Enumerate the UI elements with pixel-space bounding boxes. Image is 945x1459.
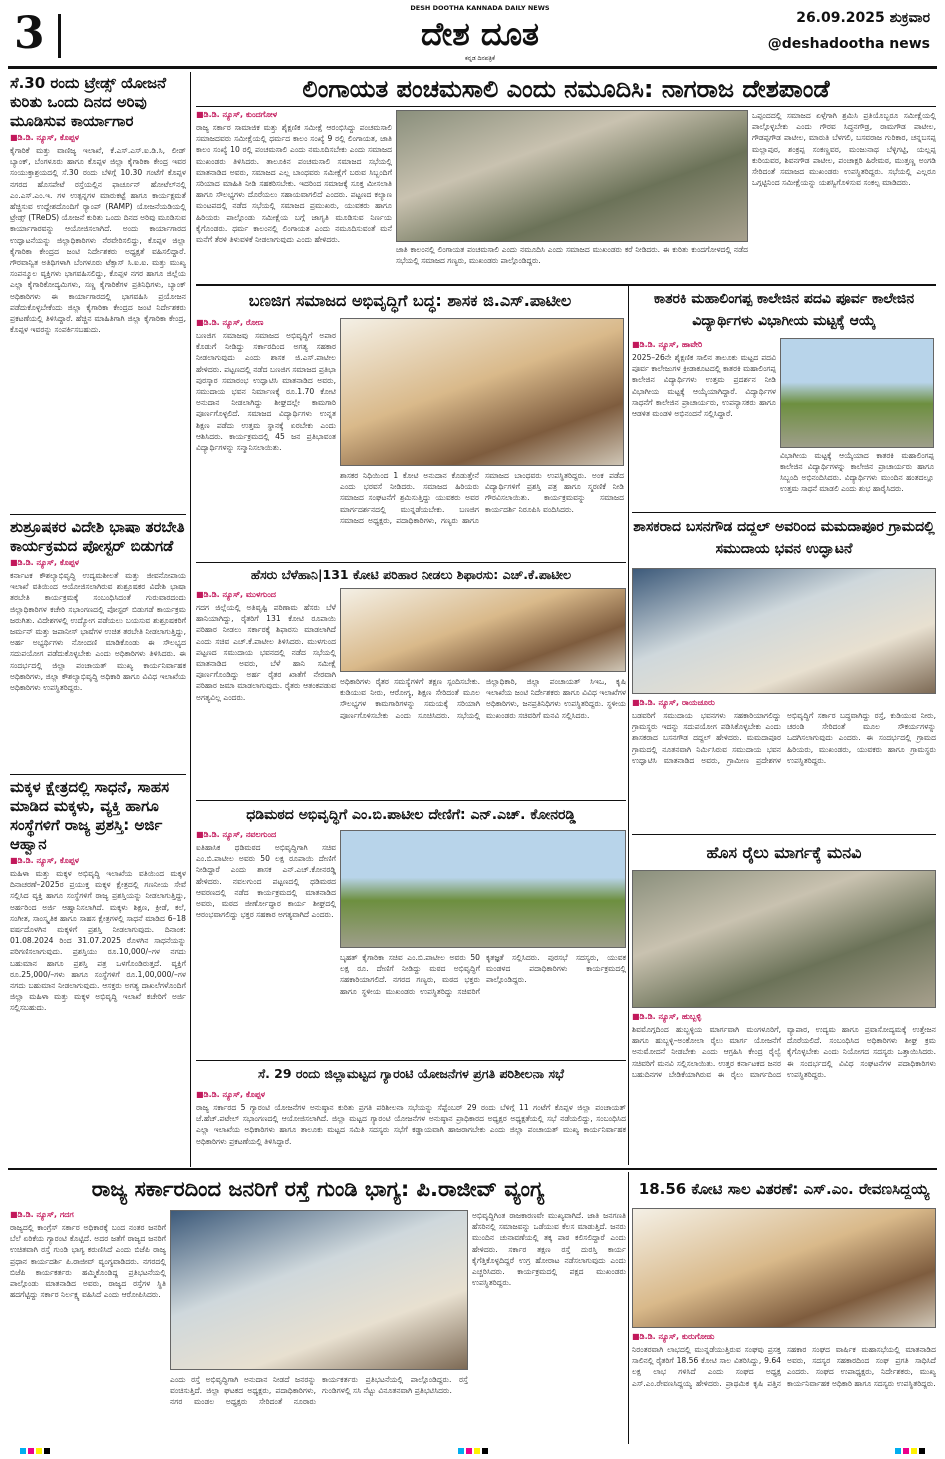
dadimatha-body-2: ಬೃಹತ್ ಕೈಗಾರಿಕಾ ಸಚಿವ ಎಂ.ಬಿ.ಪಾಟೀಲ ಅವರು 50 ಲಕ್ಷ ರೂ. ದೇಣಿಗೆ ನೀಡಿದ್ದು ಮಠದ ಅಭಿವೃದ್ಧಿಗೆ ಸಹಕಾರಿಯಾಗಲಿದೆ. ನಗರದ ಗಣ್ಯರು, ಮಠದ ಭಕ್ತರು ಹಾಗೂ ಸ್ಥಳೀಯ ಮುಖಂಡರು ಉಪಸ್ಥಿತರಿದ್ದು ಸಚಿವರಿಗೆ ಕೃತಜ್ಞತೆ ಸಲ್ಲಿಸಿದರು. ಪುರಸಭೆ ಸದಸ್ಯರು, ಯುವಕ ಮಂಡಳದ ಪದಾಧಿಕಾರಿಗಳು ಕಾರ್ಯಕ್ರಮದಲ್ಲಿ ಪಾಲ್ಗೊಂಡಿದ್ದರು. bbox=[340, 953, 626, 996]
article-byline: ■ಡಿ.ಡಿ. ನ್ಯೂಸ್, ಕೊಪ್ಪಳ bbox=[10, 133, 79, 142]
article-body: ರಾಜ್ಯ ಸರ್ಕಾರದ 5 ಗ್ಯಾರಂಟಿ ಯೋಜನೆಗಳ ಅನುಷ್ಠಾನ ಕುರಿತು ಪ್ರಗತಿ ಪರಿಶೀಲನಾ ಸಭೆಯನ್ನು ಸೆಪ್ಟೆಂಬರ್ 29 ರಂದು ಬೆಳಿಗ್ಗೆ 11 ಗಂಟೆಗೆ ಕೊಪ್ಪಳ ಜಿಲ್ಲಾ ಪಂಚಾಯತ್ ಜೆ.ಹೆಚ್.ಪಟೇಲ್ ಸಭಾಂಗಣದಲ್ಲಿ ಆಯೋಜಿಸಲಾಗಿದೆ. ಜಿಲ್ಲಾ ಮಟ್ಟದ ಗ್ಯಾರಂಟಿ ಯೋಜನೆಗಳ ಅನುಷ್ಠಾನ ಪ್ರಾಧಿಕಾರದ ಅಧ್ಯಕ್ಷರ ಅಧ್ಯಕ್ಷತೆಯಲ್ಲಿ ಸಭೆ ನಡೆಯಲಿದ್ದು, ಸಂಬಂಧಿಸಿದ ಎಲ್ಲಾ ಇಲಾಖೆಯ ಅಧಿಕಾರಿಗಳು ಹಾಗೂ ತಾಲೂಕು ಮಟ್ಟದ ಸಮಿತಿ ಸದಸ್ಯರು ಸಭೆಗೆ ಕಡ್ಡಾಯವಾಗಿ ಹಾಜರಾಗಬೇಕು ಎಂದು ಜಿಲ್ಲಾ ಪಂಚಾಯತ್ ಮುಖ್ಯ ಕಾರ್ಯನಿರ್ವಾಹಕ ಅಧಿಕಾರಿಗಳು ಪ್ರಕಟಣೆಯಲ್ಲಿ ತಿಳಿಸಿದ್ದಾರೆ. bbox=[196, 1103, 626, 1146]
hesaru-photo bbox=[340, 588, 626, 672]
banajiga-body-2: ಶಾಸಕರ ನಿಧಿಯಿಂದ 1 ಕೋಟಿ ಅನುದಾನ ಕೊಡುತ್ತೇನೆ ಎಂದು ಭರವಸೆ ನೀಡಿದರು. ಸಮಾಜದ ಹಿರಿಯರು ಸಮಾಜದ ಸಂಘಟನೆಗೆ ಶ್ರಮಿಸುತ್ತಿದ್ದು ಯುವಕರು ಅವರ ಮಾರ್ಗದರ್ಶನದಲ್ಲಿ ಮುನ್ನಡೆಯಬೇಕು. ಬಣಜಿಗ ಸಮಾಜದ ಅಧ್ಯಕ್ಷರು, ಪದಾಧಿಕಾರಿಗಳು, ಗಣ್ಯರು ಹಾಗೂ ಸಮಾಜದ ಬಾಂಧವರು ಉಪಸ್ಥಿತರಿದ್ದರು. ಅಂಕ ಪಡೆದ ವಿದ್ಯಾರ್ಥಿಗಳಿಗೆ ಪ್ರಶಸ್ತಿ ಪತ್ರ ಹಾಗೂ ಸ್ಮರಣಿಕೆ ನೀಡಿ ಗೌರವಿಸಲಾಯಿತು. ಕಾರ್ಯಕ್ರಮವನ್ನು ಸಮಾಜದ ಕಾರ್ಯದರ್ಶಿ ನಿರೂಪಿಸಿ ವಂದಿಸಿದರು. bbox=[340, 471, 624, 525]
article-child-awards bbox=[10, 778, 186, 1164]
article-body: ಐತಿಹಾಸಿಕ ಧಡಿಮಠದ ಅಭಿವೃದ್ಧಿಗಾಗಿ ಸಚಿವ ಎಂ.ಬಿ.ಪಾಟೀಲ ಅವರು 50 ಲಕ್ಷ ರೂಪಾಯಿ ದೇಣಿಗೆ ನೀಡಿದ್ದಾರೆ ಎಂದು ಶಾಸಕ ಎನ್.ಎಚ್.ಕೋನರಡ್ಡಿ ಹೇಳಿದರು. ನವಲಗುಂದ ಪಟ್ಟಣದಲ್ಲಿ ಧಡಿಮಠದ ಆವರಣದಲ್ಲಿ ನಡೆದ ಕಾರ್ಯಕ್ರಮದಲ್ಲಿ ಮಾತನಾಡಿದ ಅವರು, ಮಠದ ಜೀರ್ಣೋದ್ಧಾರ ಕಾರ್ಯ ಶೀಘ್ರದಲ್ಲಿ ಆರಂಭವಾಗಲಿದ್ದು ಭಕ್ತರ ಸಹಕಾರ ಅಗತ್ಯವಾಗಿದೆ ಎಂದರು. bbox=[196, 843, 336, 920]
masthead-logo: ದೇಶ ದೂತ bbox=[421, 15, 539, 53]
article-body: ಕೈಗಾರಿಕೆ ಮತ್ತು ವಾಣಿಜ್ಯ ಇಲಾಖೆ, ಕೆ.ಎಸ್.ಎಸ್.ಐ.ಡಿ.ಸಿ, ಲೀಡ್ ಬ್ಯಾಂಕ್, ಬೆಂಗಳೂರು ಹಾಗೂ ಕೊಪ್ಪಳ ಜಿಲ್ಲಾ ಕೈಗಾರಿಕಾ ಕೇಂದ್ರ ಇವರ ಸಂಯುಕ್ತಾಶ್ರಯದಲ್ಲಿ ಸೆ.30 ರಂದು ಬೆಳಿಗ್ಗೆ 10.30 ಗಂಟೆಗೆ ಕೊಪ್ಪಳ ನಗರದ ಹೊಸಪೇಟೆ ರಸ್ತೆಯಲ್ಲಿನ ಫಾರ್ಚೂನ್ ಹೋಟೆಲ್‌ನಲ್ಲಿ ಎಂ.ಎಸ್.ಎಂ.ಇ. ಗಳ ಉತ್ಪನ್ನಗಳ ಮಾರುಕಟ್ಟೆ ಹಾಗೂ ಕಾರ್ಯಕ್ಷಮತೆ ಹೆಚ್ಚಿಸುವ ಉದ್ದೇಶದೊಂದಿಗೆ ರ‍್ಯಾಂಪ್ (RAMP) ಯೋಜನೆಯಡಿಯಲ್ಲಿ ಟ್ರೇಡ್ಸ್ (TReDS) ಯೋಜನೆ ಕುರಿತು ಒಂದು ದಿನದ ಅರಿವು ಮೂಡಿಸುವ ಕಾರ್ಯಾಗಾರವನ್ನು ಆಯೋಜಿಸಲಾಗಿದೆ. ಅಂದು ಕಾರ್ಯಾಗಾರದ ಉದ್ಘಾಟನೆಯನ್ನು ಜಿಲ್ಲಾಧಿಕಾರಿಗಳು ನೆರವೇರಿಸಲಿದ್ದು, ಕೊಪ್ಪಳ ಜಿಲ್ಲಾ ಕೈಗಾರಿಕಾ ಕೇಂದ್ರದ ಜಂಟಿ ನಿರ್ದೇಶಕರು ಅಧ್ಯಕ್ಷತೆ ವಹಿಸಲಿದ್ದಾರೆ. ಗೌರವಾನ್ವಿತ ಅತಿಥಿಗಳಾಗಿ ಬೆಂಗಳೂರು ಟೆಕ್ಸಾಸ್ ಸಿ.ಐ.ಐ. ಮತ್ತು ಮುಖ್ಯ ಸಂಪನ್ಮೂಲ ವ್ಯಕ್ತಿಗಳು ಭಾಗವಹಿಸಲಿದ್ದು, ಕೊಪ್ಪಳ ನಗರ ಹಾಗೂ ಜಿಲ್ಲೆಯ ಎಲ್ಲಾ ಕೈಗಾರಿಕೋದ್ಯಮಿಗಳು, ಸಣ್ಣ ಕೈಗಾರಿಕೆಗಳ ಪ್ರತಿನಿಧಿಗಳು, ಬ್ಯಾಂಕ್ ಅಧಿಕಾರಿಗಳು ಈ ಕಾರ್ಯಾಗಾರದಲ್ಲಿ ಭಾಗವಹಿಸಿ ಪ್ರಯೋಜನ ಪಡೆದುಕೊಳ್ಳಬೇಕೆಂದು ಜಿಲ್ಲಾ ಕೈಗಾರಿಕಾ ಕೇಂದ್ರದ ಜಂಟಿ ನಿರ್ದೇಶಕರು ಪ್ರಕಟಣೆಯಲ್ಲಿ ತಿಳಿಸಿದ್ದಾರೆ. ಹೆಚ್ಚಿನ ಮಾಹಿತಿಗಾಗಿ ಜಿಲ್ಲಾ ಕೈಗಾರಿಕಾ ಕೇಂದ್ರ, ಕೊಪ್ಪಳ ಇವರನ್ನು ಸಂಪರ್ಕಿಸಬಹುದು. bbox=[10, 146, 186, 335]
article-body: ಬಡವರಿಗೆ ಸಮುದಾಯ ಭವನಗಳು ಸಹಕಾರಿಯಾಗಲಿದ್ದು ಗ್ರಾಮಸ್ಥರು ಇದನ್ನು ಸದುಪಯೋಗ ಪಡಿಸಿಕೊಳ್ಳಬೇಕು ಎಂದು ಶಾಸಕರಾದ ಬಸನಗೌಡ ದದ್ದಲ್ ಹೇಳಿದರು. ಮಮದಾಪೂರ ಗ್ರಾಮದಲ್ಲಿ ನೂತನವಾಗಿ ನಿರ್ಮಿಸಿರುವ ಸಮುದಾಯ ಭವನ ಉದ್ಘಾಟಿಸಿ ಮಾತನಾಡಿದ ಅವರು, ಗ್ರಾಮೀಣ ಪ್ರದೇಶಗಳ ಅಭಿವೃದ್ಧಿಗೆ ಸರ್ಕಾರ ಬದ್ಧವಾಗಿದ್ದು ರಸ್ತೆ, ಕುಡಿಯುವ ನೀರು, ಚರಂಡಿ ಸೇರಿದಂತೆ ಮೂಲ ಸೌಕರ್ಯಗಳನ್ನು ಒದಗಿಸಲಾಗುವುದು ಎಂದರು. ಈ ಸಂದರ್ಭದಲ್ಲಿ ಗ್ರಾಮದ ಹಿರಿಯರು, ಮುಖಂಡರು, ಯುವಕರು ಹಾಗೂ ಗ್ರಾಮಸ್ಥರು ಉಪಸ್ಥಿತರಿದ್ದರು. bbox=[632, 711, 936, 765]
article-nurse-training bbox=[10, 518, 186, 772]
banajiga-text-col bbox=[196, 316, 336, 560]
section-rule bbox=[632, 512, 936, 513]
section-rule bbox=[196, 1060, 626, 1061]
article-body: ರಾಜ್ಯದಲ್ಲಿ ಕಾಂಗ್ರೆಸ್ ಸರ್ಕಾರ ಅಧಿಕಾರಕ್ಕೆ ಬಂದ ನಂತರ ಜನರಿಗೆ ಬೆಲೆ ಏರಿಕೆಯ ಗ್ಯಾರಂಟಿ ಕೊಟ್ಟಿದೆ. ಅದರ ಜತೆಗೆ ರಾಜ್ಯದ ಜನರಿಗೆ ಉಚಿತವಾಗಿ ರಸ್ತೆ ಗುಂಡಿ ಭಾಗ್ಯ ಕರುಣಿಸಿದೆ ಎಂದು ಬಿಜೆಪಿ ರಾಜ್ಯ ಪ್ರಧಾನ ಕಾರ್ಯದರ್ಶಿ ಪಿ.ರಾಜೀವ್ ವ್ಯಂಗ್ಯವಾಡಿದರು. ನಗರದಲ್ಲಿ ಬಿಜೆಪಿ ಕಾರ್ಯಕರ್ತರು ಹಮ್ಮಿಕೊಂಡಿದ್ದ ಪ್ರತಿಭಟನೆಯಲ್ಲಿ ಪಾಲ್ಗೊಂಡು ಮಾತನಾಡಿದ ಅವರು, ರಾಜ್ಯದ ರಸ್ತೆಗಳ ಸ್ಥಿತಿ ಹದಗೆಟ್ಟಿದ್ದು ಸರ್ಕಾರ ನಿರ್ಲಕ್ಷ್ಯ ವಹಿಸಿದೆ ಎಂದು ಆರೋಪಿಸಿದರು. bbox=[10, 1223, 166, 1300]
left-column-divider bbox=[190, 72, 191, 1167]
section-rule bbox=[196, 284, 936, 286]
pothole-headline: ರಾಜ್ಯ ಸರ್ಕಾರದಿಂದ ಜನರಿಗೆ ರಸ್ತೆ ಗುಂಡಿ ಭಾಗ್ಯ: ಪಿ.ರಾಜೀವ್ ವ್ಯಂಗ್ಯ bbox=[91, 1177, 545, 1201]
section-rule bbox=[196, 800, 626, 801]
loan-text bbox=[632, 1330, 936, 1444]
masthead-rule bbox=[8, 66, 937, 69]
article-body: 2025–26ನೇ ಶೈಕ್ಷಣಿಕ ಸಾಲಿನ ತಾಲೂಕು ಮಟ್ಟದ ಪದವಿ ಪೂರ್ವ ಕಾಲೇಜುಗಳ ಕ್ರೀಡಾಕೂಟದಲ್ಲಿ ಕಾತರಕಿ ಮಹಾಲಿಂಗಪ್ಪ ಕಾಲೇಜಿನ ವಿದ್ಯಾರ್ಥಿಗಳು ಉತ್ತಮ ಪ್ರದರ್ಶನ ನೀಡಿ ವಿಭಾಗೀಯ ಮಟ್ಟಕ್ಕೆ ಆಯ್ಕೆಯಾಗಿದ್ದಾರೆ. ವಿದ್ಯಾರ್ಥಿಗಳ ಸಾಧನೆಗೆ ಕಾಲೇಜಿನ ಪ್ರಾಚಾರ್ಯರು, ಉಪನ್ಯಾಸಕರು ಹಾಗೂ ಆಡಳಿತ ಮಂಡಳಿ ಅಭಿನಂದನೆ ಸಲ್ಲಿಸಿದ್ದಾರೆ. bbox=[632, 353, 776, 419]
railway-photo bbox=[632, 870, 936, 1008]
pothole-body-3: ಅಭಿವೃದ್ಧಿಗಿಂತ ರಾಜಕಾರಣವೇ ಮುಖ್ಯವಾಗಿದೆ. ಜಾತಿ ಜನಗಣತಿ ಹೆಸರಿನಲ್ಲಿ ಸಮಾಜವನ್ನು ಒಡೆಯುವ ಕೆಲಸ ಮಾಡುತ್ತಿದೆ. ಜನರು ಮುಂದಿನ ಚುನಾವಣೆಯಲ್ಲಿ ತಕ್ಕ ಪಾಠ ಕಲಿಸಲಿದ್ದಾರೆ ಎಂದು ಹೇಳಿದರು. ಸರ್ಕಾರ ತಕ್ಷಣ ರಸ್ತೆ ದುರಸ್ತಿ ಕಾರ್ಯ ಕೈಗೆತ್ತಿಕೊಳ್ಳದಿದ್ದರೆ ಉಗ್ರ ಹೋರಾಟ ನಡೆಸಲಾಗುವುದು ಎಂದು ಎಚ್ಚರಿಸಿದರು. ಕಾರ್ಯಕ್ರಮದಲ್ಲಿ ಪಕ್ಷದ ಮುಖಂಡರು ಉಪಸ್ಥಿತರಿದ್ದರು. bbox=[472, 1211, 626, 1288]
guarantee-headline: ಸೆ. 29 ರಂದು ಜಿಲ್ಲಾಮಟ್ಟದ ಗ್ಯಾರಂಟಿ ಯೋಜನೆಗಳ ಪ್ರಗತಿ ಪರಿಶೀಲನಾ ಸಭೆ bbox=[257, 1066, 565, 1081]
social-handle: @deshadootha news bbox=[767, 36, 930, 52]
article-byline: ■ಡಿ.ಡಿ. ನ್ಯೂಸ್, ಮುಳಗುಂದ bbox=[196, 590, 276, 599]
section-rule bbox=[196, 562, 626, 563]
article-body: ಗದಗ ಜಿಲ್ಲೆಯಲ್ಲಿ ಅತಿವೃಷ್ಟಿ ಪರಿಣಾಮ ಹೆಸರು ಬೆಳೆ ಹಾನಿಯಾಗಿದ್ದು, ರೈತರಿಗೆ 131 ಕೋಟಿ ರೂಪಾಯಿ ಪರಿಹಾರ ನೀಡಲು ಸರ್ಕಾರಕ್ಕೆ ಶಿಫಾರಸು ಮಾಡಲಾಗಿದೆ ಎಂದು ಸಚಿವ ಎಚ್.ಕೆ.ಪಾಟೀಲ ತಿಳಿಸಿದರು. ಮುಳಗುಂದ ಪಟ್ಟಣದ ಸಮುದಾಯ ಭವನದಲ್ಲಿ ನಡೆದ ಸಭೆಯಲ್ಲಿ ಮಾತನಾಡಿದ ಅವರು, ಬೆಳೆ ಹಾನಿ ಸಮೀಕ್ಷೆ ಪೂರ್ಣಗೊಂಡಿದ್ದು ಅರ್ಹ ರೈತರ ಖಾತೆಗೆ ನೇರವಾಗಿ ಪರಿಹಾರ ಜಮಾ ಮಾಡಲಾಗುವುದು. ರೈತರು ಆತಂಕಪಡುವ ಅಗತ್ಯವಿಲ್ಲ ಎಂದರು. bbox=[196, 603, 336, 702]
hesaru-text-col bbox=[196, 588, 336, 796]
article-byline: ■ಡಿ.ಡಿ. ನ್ಯೂಸ್, ರಾಯಚೂರು bbox=[632, 698, 715, 707]
railway-text bbox=[632, 1010, 936, 1160]
article-body: ಶಿವಮೊಗ್ಗದಿಂದ ಹುಬ್ಬಳ್ಳಿಯ ಮಾರ್ಗವಾಗಿ ಮಂಗಳೂರಿಗೆ, ಹಾಗೂ ಹುಬ್ಬಳ್ಳಿ–ಅಂಕೋಲಾ ರೈಲು ಮಾರ್ಗ ಯೋಜನೆಗೆ ಅನುಮೋದನೆ ನೀಡಬೇಕು ಎಂದು ಆಗ್ರಹಿಸಿ ಕೇಂದ್ರ ರೈಲ್ವೆ ಸಚಿವರಿಗೆ ಮನವಿ ಸಲ್ಲಿಸಲಾಯಿತು. ಉತ್ತರ ಕರ್ನಾಟಕದ ಜನರ ಬಹುದಿನಗಳ ಬೇಡಿಕೆಯಾಗಿರುವ ಈ ರೈಲು ಮಾರ್ಗದಿಂದ ವ್ಯಾಪಾರ, ಉದ್ಯಮ ಹಾಗೂ ಪ್ರವಾಸೋದ್ಯಮಕ್ಕೆ ಉತ್ತೇಜನ ದೊರೆಯಲಿದೆ. ಸಂಬಂಧಿಸಿದ ಅಧಿಕಾರಿಗಳು ಶೀಘ್ರ ಕ್ರಮ ಕೈಗೊಳ್ಳಬೇಕು ಎಂದು ನಿಯೋಗದ ಸದಸ್ಯರು ಒತ್ತಾಯಿಸಿದರು. ಈ ಸಂದರ್ಭದಲ್ಲಿ ವಿವಿಧ ಸಂಘಟನೆಗಳ ಪದಾಧಿಕಾರಿಗಳು ಉಪಸ್ಥಿತರಿದ್ದರು. bbox=[632, 1025, 936, 1079]
article-byline: ■ಡಿ.ಡಿ. ನ್ಯೂಸ್, ಕೊಪ್ಪಳ bbox=[196, 1090, 265, 1099]
article-body: ರಾಜ್ಯ ಸರ್ಕಾರ ಸಾಮಾಜಿಕ ಮತ್ತು ಶೈಕ್ಷಣಿಕ ಸಮೀಕ್ಷೆ ಆರಂಭಿಸಿದ್ದು ಪಂಚಮಸಾಲಿ ಸಮಾಜದವರು ಸಮೀಕ್ಷೆಯಲ್ಲಿ ಧರ್ಮದ ಕಾಲಂ ಸಂಖ್ಯೆ 9 ರಲ್ಲಿ ಲಿಂಗಾಯತ, ಜಾತಿ ಕಾಲಂ ಸಂಖ್ಯೆ 10 ರಲ್ಲಿ ಪಂಚಮಸಾಲಿ ಎಂದು ನಮೂದಿಸಬೇಕು ಎಂದು ಸಮಾಜದ ಮುಖಂಡರು ತಿಳಿಸಿದರು. ತಾಲೂಕಿನ ಪಂಚಮಸಾಲಿ ಸಮಾಜದ ಸಭೆಯಲ್ಲಿ ಮಾತನಾಡಿದ ಅವರು, ಸಮಾಜದ ಎಲ್ಲ ಬಾಂಧವರು ಸಮೀಕ್ಷೆಗೆ ಬರುವ ಸಿಬ್ಬಂದಿಗೆ ಸರಿಯಾದ ಮಾಹಿತಿ ನೀಡಿ ಸಹಕರಿಸಬೇಕು. ಇದರಿಂದ ಸಮಾಜಕ್ಕೆ ಸೂಕ್ತ ಮೀಸಲಾತಿ ಹಾಗೂ ಸೌಲಭ್ಯಗಳು ದೊರೆಯಲು ಸಹಾಯವಾಗಲಿದೆ ಎಂದರು. ಪಟ್ಟಣದ ಕಲ್ಯಾಣ ಮಂಟಪದಲ್ಲಿ ನಡೆದ ಸಭೆಯಲ್ಲಿ ಸಮಾಜದ ಪ್ರಮುಖರು, ಯುವಕರು ಹಾಗೂ ಹಿರಿಯರು ಪಾಲ್ಗೊಂಡು ಸಮೀಕ್ಷೆಯ ಬಗ್ಗೆ ಜಾಗೃತಿ ಮೂಡಿಸುವ ನಿರ್ಣಯ ಕೈಗೊಂಡರು. ಧರ್ಮ ಕಾಲಂನಲ್ಲಿ ಲಿಂಗಾಯತ ಎಂದು ನಮೂದಿಸುವಂತೆ ಮನೆ ಮನೆಗೆ ತೆರಳಿ ತಿಳುವಳಿಕೆ ನೀಡಲಾಗುವುದು ಎಂದು ಹೇಳಿದರು. bbox=[196, 123, 392, 245]
article-headline: ಶುಶ್ರೂಷಕರ ವಿದೇಶಿ ಭಾಷಾ ತರಬೇತಿ ಕಾರ್ಯಕ್ರಮದ ಪೋಸ್ಟರ್ ಬಿಡುಗಡೆ bbox=[10, 518, 185, 555]
lead-text-col bbox=[196, 108, 392, 282]
article-body: ನಿರಂತರವಾಗಿ ಲಾಭದಲ್ಲಿ ಮುನ್ನಡೆಯುತ್ತಿರುವ ಸಂಘವು ಪ್ರಸಕ್ತ ಸಾಲಿನಲ್ಲಿ ರೈತರಿಗೆ 18.56 ಕೋಟಿ ಸಾಲ ವಿತರಿಸಿದ್ದು, 9.64 ಲಕ್ಷ ಲಾಭ ಗಳಿಸಿದೆ ಎಂದು ಸಂಘದ ಅಧ್ಯಕ್ಷ ಎಸ್.ಎಂ.ರೇವಣಸಿದ್ದಯ್ಯ ಹೇಳಿದರು. ಪ್ರಾಥಮಿಕ ಕೃಷಿ ಪತ್ತಿನ ಸಹಕಾರ ಸಂಘದ ವಾರ್ಷಿಕ ಮಹಾಸಭೆಯಲ್ಲಿ ಮಾತನಾಡಿದ ಅವರು, ಸದಸ್ಯರ ಸಹಕಾರದಿಂದ ಸಂಘ ಪ್ರಗತಿ ಸಾಧಿಸಿದೆ ಎಂದರು. ಸಂಘದ ಉಪಾಧ್ಯಕ್ಷರು, ನಿರ್ದೇಶಕರು, ಮುಖ್ಯ ಕಾರ್ಯನಿರ್ವಾಹಕ ಅಧಿಕಾರಿ ಹಾಗೂ ಸದಸ್ಯರು ಉಪಸ್ಥಿತರಿದ್ದರು. bbox=[632, 1345, 936, 1388]
dadimatha-text-col bbox=[196, 828, 336, 1056]
kataraki-caption: ವಿಭಾಗೀಯ ಮಟ್ಟಕ್ಕೆ ಆಯ್ಕೆಯಾದ ಕಾತರಕಿ ಮಹಾಲಿಂಗಪ್ಪ ಕಾಲೇಜಿನ ವಿದ್ಯಾರ್ಥಿಗಳನ್ನು ಕಾಲೇಜಿನ ಪ್ರಾಚಾರ್ಯರು ಹಾಗೂ ಸಿಬ್ಬಂದಿ ಅಭಿನಂದಿಸಿದರು. ವಿದ್ಯಾರ್ಥಿಗಳು ಮುಂದಿನ ಹಂತದಲ್ಲೂ ಉತ್ತಮ ಸಾಧನೆ ಮಾಡಲಿ ಎಂದು ಶುಭ ಹಾರೈಸಿದರು. bbox=[780, 451, 934, 493]
bottom-section-rule bbox=[8, 1168, 937, 1170]
section-rule bbox=[632, 834, 936, 835]
bottom-column-divider bbox=[628, 1172, 629, 1444]
pothole-photo bbox=[170, 1210, 468, 1370]
dadimatha-photo bbox=[340, 830, 626, 948]
kataraki-photo bbox=[780, 338, 934, 448]
railway-headline: ಹೊಸ ರೈಲು ಮಾರ್ಗಕ್ಕೆ ಮನವಿ bbox=[706, 843, 862, 862]
article-byline: ■ಡಿ.ಡಿ. ನ್ಯೂಸ್, ನವಲಗುಂದ bbox=[196, 830, 277, 839]
kataraki-headline: ಕಾತರಕಿ ಮಹಾಲಿಂಗಪ್ಪ ಕಾಲೇಜಿನ ಪದವಿ ಪೂರ್ವ ಕಾಲೇಜಿನ ವಿದ್ಯಾರ್ಥಿಗಳು ವಿಭಾಗೀಯ ಮಟ್ಟಕ್ಕೆ ಆಯ್ಕೆ bbox=[653, 291, 915, 329]
issue-date: 26.09.2025 ಶುಕ್ರವಾರ bbox=[796, 10, 930, 26]
article-byline: ■ಡಿ.ಡಿ. ನ್ಯೂಸ್, ಹುಬ್ಬಳ್ಳಿ bbox=[632, 1012, 702, 1021]
lead-rule bbox=[196, 106, 936, 107]
article-byline: ■ಡಿ.ಡಿ. ನ್ಯೂಸ್, ಕುರುಗೋಡು bbox=[632, 1332, 715, 1341]
guarantee-text bbox=[196, 1088, 626, 1164]
dadimatha-headline: ಧಡಿಮಠದ ಅಭಿವೃದ್ಧಿಗೆ ಎಂ.ಬಿ.ಪಾಟೀಲ ದೇಣಿಗೆ: ಎನ್.ಎಚ್. ಕೋನರಡ್ಡಿ bbox=[246, 807, 576, 823]
article-byline: ■ಡಿ.ಡಿ. ನ್ಯೂಸ್, ಹಾವೇರಿ bbox=[632, 340, 703, 349]
loan-photo bbox=[632, 1208, 936, 1328]
page-number: 3 bbox=[14, 8, 45, 59]
daddal-text bbox=[632, 696, 936, 832]
article-headline: ಮಕ್ಕಳ ಕ್ಷೇತ್ರದಲ್ಲಿ ಸಾಧನೆ, ಸಾಹಸ ಮಾಡಿದ ಮಕ್ಕಳು, ವ್ಯಕ್ತಿ ಹಾಗೂ ಸಂಸ್ಥೆಗಳಿಗೆ ರಾಜ್ಯ ಪ್ರಶಸ್ತಿ: ಅರ್ಜಿ ಆಹ್ವಾನ bbox=[10, 778, 170, 853]
article-trades-workshop bbox=[10, 74, 186, 514]
lead-headline: ಲಿಂಗಾಯತ ಪಂಚಮಸಾಲಿ ಎಂದು ನಮೂದಿಸಿ: ನಾಗರಾಜ ದೇಶಪಾಂಡೆ bbox=[302, 75, 830, 103]
hesaru-body-2: ಅಧಿಕಾರಿಗಳು ರೈತರ ಸಮಸ್ಯೆಗಳಿಗೆ ತಕ್ಷಣ ಸ್ಪಂದಿಸಬೇಕು. ಕುಡಿಯುವ ನೀರು, ಆರೋಗ್ಯ, ಶಿಕ್ಷಣ ಸೇರಿದಂತೆ ಮೂಲ ಸೌಲಭ್ಯಗಳ ಕಾಮಗಾರಿಗಳನ್ನು ಸಮಯಕ್ಕೆ ಸರಿಯಾಗಿ ಪೂರ್ಣಗೊಳಿಸಬೇಕು ಎಂದು ಸೂಚಿಸಿದರು. ಸಭೆಯಲ್ಲಿ ಜಿಲ್ಲಾಧಿಕಾರಿ, ಜಿಲ್ಲಾ ಪಂಚಾಯತ್ ಸಿಇಒ, ಕೃಷಿ ಇಲಾಖೆಯ ಜಂಟಿ ನಿರ್ದೇಶಕರು ಹಾಗೂ ವಿವಿಧ ಇಲಾಖೆಗಳ ಅಧಿಕಾರಿಗಳು, ಜನಪ್ರತಿನಿಧಿಗಳು ಉಪಸ್ಥಿತರಿದ್ದರು. ಸ್ಥಳೀಯ ಮುಖಂಡರು ಸಚಿವರಿಗೆ ಮನವಿ ಸಲ್ಲಿಸಿದರು. bbox=[340, 677, 626, 720]
banajiga-photo bbox=[340, 318, 624, 466]
daddal-photo bbox=[632, 568, 936, 694]
banajiga-headline: ಬಣಜಿಗ ಸಮಾಜದ ಅಭಿವೃದ್ಧಿಗೆ ಬದ್ಧ: ಶಾಸಕ ಜಿ.ಎಸ್.ಪಾಟೀಲ bbox=[248, 291, 572, 310]
registration-marks bbox=[20, 1448, 925, 1456]
right-column-divider bbox=[628, 285, 629, 1165]
article-byline: ■ಡಿ.ಡಿ. ನ್ಯೂಸ್, ಕೊಪ್ಪಳ bbox=[10, 856, 79, 865]
hesaru-headline: ಹೆಸರು ಬೆಳೆಹಾನಿ|131 ಕೋಟಿ ಪರಿಹಾರ ನೀಡಲು ಶಿಫಾರಸು: ಎಚ್.ಕೆ.ಪಾಟೀಲ bbox=[250, 567, 572, 582]
masthead-subtitle: ಕನ್ನಡ ದಿನಪತ್ರಿಕೆ bbox=[464, 55, 495, 62]
section-rule bbox=[10, 774, 186, 775]
pothole-body-2: ಎಂದು ರಸ್ತೆ ಅಭಿವೃದ್ಧಿಗಾಗಿ ಅನುದಾನ ನೀಡದೆ ಜನರನ್ನು ವಂಚಿಸುತ್ತಿದೆ. ಜಿಲ್ಲಾ ಘಟಕದ ಅಧ್ಯಕ್ಷರು, ಪದಾಧಿಕಾರಿಗಳು, ನಗರ ಮಂಡಲ ಅಧ್ಯಕ್ಷರು ಸೇರಿದಂತೆ ನೂರಾರು ಕಾರ್ಯಕರ್ತರು ಪ್ರತಿಭಟನೆಯಲ್ಲಿ ಪಾಲ್ಗೊಂಡಿದ್ದರು. ರಸ್ತೆ ಗುಂಡಿಗಳಲ್ಲಿ ಸಸಿ ನೆಟ್ಟು ವಿನೂತನವಾಗಿ ಪ್ರತಿಭಟಿಸಿದರು. bbox=[170, 1375, 468, 1407]
article-body: ಕರ್ನಾಟಕ ಕೌಶಲ್ಯಾಭಿವೃದ್ಧಿ ಉದ್ಯಮಶೀಲತೆ ಮತ್ತು ಜೀವನೋಪಾಯ ಇಲಾಖೆ ವತಿಯಿಂದ ಆಯೋಜಿಸಲಾಗಿರುವ ಶುಶ್ರೂಷಕರ ವಿದೇಶಿ ಭಾಷಾ ತರಬೇತಿ ಕಾರ್ಯಕ್ರಮಕ್ಕೆ ಸಂಬಂಧಿಸಿದಂತೆ ಗುರುವಾರದಂದು ಜಿಲ್ಲಾಧಿಕಾರಿಗಳ ಕಚೇರಿ ಸಭಾಂಗಣದಲ್ಲಿ ಪೋಸ್ಟರ್ ಬಿಡುಗಡೆ ಕಾರ್ಯಕ್ರಮ ಜರುಗಿತು. ವಿದೇಶಗಳಲ್ಲಿ ಉದ್ಯೋಗ ಪಡೆಯಲು ಬಯಸುವ ಶುಶ್ರೂಷಕರಿಗೆ ಜರ್ಮನ್ ಮತ್ತು ಜಪಾನೀಸ್ ಭಾಷೆಗಳ ಉಚಿತ ತರಬೇತಿ ನೀಡಲಾಗುತ್ತಿದ್ದು, ಅರ್ಹ ಅಭ್ಯರ್ಥಿಗಳು ನೋಂದಣಿ ಮಾಡಿಕೊಂಡು ಈ ಸೌಲಭ್ಯದ ಸದುಪಯೋಗ ಪಡೆದುಕೊಳ್ಳಬೇಕು ಎಂದು ಅಧಿಕಾರಿಗಳು ತಿಳಿಸಿದರು. ಈ ಸಂದರ್ಭದಲ್ಲಿ ಜಿಲ್ಲಾ ಪಂಚಾಯತ್ ಮುಖ್ಯ ಕಾರ್ಯನಿರ್ವಾಹಕ ಅಧಿಕಾರಿಗಳು, ಜಿಲ್ಲಾ ಕೌಶಲ್ಯಾಭಿವೃದ್ಧಿ ಅಧಿಕಾರಿ ಹಾಗೂ ವಿವಿಧ ಇಲಾಖೆಯ ಅಧಿಕಾರಿಗಳು ಉಪಸ್ಥಿತರಿದ್ದರು. bbox=[10, 571, 186, 693]
pothole-text-col bbox=[10, 1208, 166, 1444]
article-byline: ■ಡಿ.ಡಿ. ನ್ಯೂಸ್, ರೋಣ bbox=[196, 318, 264, 327]
lead-photo bbox=[396, 110, 748, 242]
article-headline: ಸೆ.30 ರಂದು ಟ್ರೇಡ್ಸ್ ಯೋಜನೆ ಕುರಿತು ಒಂದು ದಿನದ ಅರಿವು ಮೂಡಿಸುವ ಕಾರ್ಯಾಗಾರ bbox=[10, 74, 167, 130]
article-byline: ■ಡಿ.ಡಿ. ನ್ಯೂಸ್, ಕೊಪ್ಪಳ bbox=[10, 558, 79, 567]
lead-photo-caption: ಜಾತಿ ಕಾಲಂನಲ್ಲಿ ಲಿಂಗಾಯತ ಪಂಚಮಸಾಲಿ ಎಂದು ನಮೂದಿಸಿ ಎಂದು ಸಮಾಜದ ಮುಖಂಡರು ಕರೆ ನೀಡಿದರು. ಈ ಕುರಿತು ಕುಂದಗೋಳದಲ್ಲಿ ನಡೆದ ಸಭೆಯಲ್ಲಿ ಸಮಾಜದ ಗಣ್ಯರು, ಮುಖಂಡರು ಪಾಲ್ಗೊಂಡಿದ್ದರು. bbox=[396, 245, 748, 265]
page-number-divider bbox=[58, 14, 61, 58]
article-body: ಮಹಿಳಾ ಮತ್ತು ಮಕ್ಕಳ ಅಭಿವೃದ್ಧಿ ಇಲಾಖೆಯ ವತಿಯಿಂದ ಮಕ್ಕಳ ದಿನಾಚರಣೆ–2025ರ ಪ್ರಯುಕ್ತ ಮಕ್ಕಳ ಕ್ಷೇತ್ರದಲ್ಲಿ ಗಣನೀಯ ಸೇವೆ ಸಲ್ಲಿಸಿದ ವ್ಯಕ್ತಿ ಹಾಗೂ ಸಂಸ್ಥೆಗಳಿಗೆ ರಾಜ್ಯ ಪ್ರಶಸ್ತಿಯನ್ನು ನೀಡಲಾಗುತ್ತಿದ್ದು, ಅರ್ಹರಿಂದ ಅರ್ಜಿ ಆಹ್ವಾನಿಸಲಾಗಿದೆ. ಮಕ್ಕಳು ಶಿಕ್ಷಣ, ಕ್ರೀಡೆ, ಕಲೆ, ಸಂಗೀತ, ಸಾಂಸ್ಕೃತಿಕ ಹಾಗೂ ಸಾಹಸ ಕ್ಷೇತ್ರಗಳಲ್ಲಿ ಸಾಧನೆ ಮಾಡಿದ 6–18 ವರ್ಷದೊಳಗಿನ ಮಕ್ಕಳಿಗೆ ಪ್ರಶಸ್ತಿ ನೀಡಲಾಗುವುದು. ದಿನಾಂಕ: 01.08.2024 ರಿಂದ 31.07.2025 ರೊಳಗಿನ ಸಾಧನೆಯನ್ನು ಪರಿಗಣಿಸಲಾಗುವುದು. ಪ್ರಶಸ್ತಿಯು ರೂ.10,000/–ಗಳ ನಗದು ಬಹುಮಾನ ಹಾಗೂ ಪ್ರಶಸ್ತಿ ಪತ್ರ ಒಳಗೊಂಡಿರುತ್ತದೆ. ವ್ಯಕ್ತಿಗೆ ರೂ.25,000/–ಗಳು ಹಾಗೂ ಸಂಸ್ಥೆಗಳಿಗೆ ರೂ.1,00,000/–ಗಳ ನಗದು ಬಹುಮಾನ ನೀಡಲಾಗುವುದು. ಆಸಕ್ತರು ಅಗತ್ಯ ದಾಖಲೆಗಳೊಂದಿಗೆ ಜಿಲ್ಲಾ ಮಹಿಳಾ ಮತ್ತು ಮಕ್ಕಳ ಅಭಿವೃದ್ಧಿ ಇಲಾಖೆ ಕಚೇರಿಗೆ ಅರ್ಜಿ ಸಲ್ಲಿಸಬಹುದು. bbox=[10, 869, 186, 1013]
loan-headline: 18.56 ಕೋಟಿ ಸಾಲ ವಿತರಣೆ: ಎಸ್.ಎಂ. ರೇವಣಸಿದ್ದಯ್ಯ bbox=[638, 1180, 930, 1198]
kataraki-text-col bbox=[632, 338, 776, 438]
masthead-tagline: DESH DOOTHA KANNADA DAILY NEWS bbox=[410, 4, 550, 12]
section-rule bbox=[10, 514, 186, 515]
article-byline: ■ಡಿ.ಡಿ. ನ್ಯೂಸ್, ಕುಂದಗೋಳ bbox=[196, 110, 278, 119]
article-body: ಬಣಜಿಗ ಸಮಾಜವು ಸಮಾಜದ ಅಭಿವೃದ್ಧಿಗೆ ಅಪಾರ ಕೊಡುಗೆ ನೀಡಿದ್ದು ಸರ್ಕಾರದಿಂದ ಅಗತ್ಯ ಸಹಕಾರ ನೀಡಲಾಗುವುದು ಎಂದು ಶಾಸಕ ಜಿ.ಎಸ್.ಪಾಟೀಲ ಹೇಳಿದರು. ಪಟ್ಟಣದಲ್ಲಿ ನಡೆದ ಬಣಜಿಗ ಸಮಾಜದ ಪ್ರತಿಭಾ ಪುರಸ್ಕಾರ ಸಮಾರಂಭ ಉದ್ಘಾಟಿಸಿ ಮಾತನಾಡಿದ ಅವರು, ಸಮುದಾಯ ಭವನ ನಿರ್ಮಾಣಕ್ಕೆ ರೂ.1.70 ಕೋಟಿ ಅನುದಾನ ನೀಡಲಾಗಿದ್ದು ಶೀಘ್ರದಲ್ಲೇ ಕಾಮಗಾರಿ ಪೂರ್ಣಗೊಳ್ಳಲಿದೆ. ಸಮಾಜದ ವಿದ್ಯಾರ್ಥಿಗಳು ಉನ್ನತ ಶಿಕ್ಷಣ ಪಡೆದು ಉತ್ತಮ ಸ್ಥಾನಕ್ಕೆ ಏರಬೇಕು ಎಂದು ಆಶಿಸಿದರು. ಕಾರ್ಯಕ್ರಮದಲ್ಲಿ 45 ಜನ ಪ್ರತಿಭಾವಂತ ವಿದ್ಯಾರ್ಥಿಗಳನ್ನು ಸನ್ಮಾನಿಸಲಾಯಿತು. bbox=[196, 331, 336, 453]
article-byline: ■ಡಿ.ಡಿ. ನ್ಯೂಸ್, ಗದಗ bbox=[10, 1210, 74, 1219]
daddal-headline: ಶಾಸಕರಾದ ಬಸನಗೌಡ ದದ್ದಲ್ ಅವರಿಂದ ಮಮದಾಪೂರ ಗ್ರಾಮದಲ್ಲಿ ಸಮುದಾಯ ಭವನ ಉದ್ಘಾಟನೆ bbox=[633, 519, 935, 557]
lead-side-text: ಒಪ್ಪಂದದಲ್ಲಿ ಸಮಾಜದ ಏಳ್ಗೆಗಾಗಿ ಶ್ರಮಿಸಿ ಪ್ರತಿಯೊಬ್ಬರೂ ಸಮೀಕ್ಷೆಯಲ್ಲಿ ಪಾಲ್ಗೊಳ್ಳಬೇಕು ಎಂದು ಗೌರವ ಸಿದ್ಧನಗೌಡ್ರ, ರಾಮಗೌಡ ಪಾಟೀಲ, ಗೌಡಪ್ಪಗೌಡ ಪಾಟೀಲ, ಮಾರುತಿ ಬೆಳಗಲಿ, ಬಸವರಾಜ ಗುರಿಕಾರ, ಚನ್ನಬಸಪ್ಪ ಮಲ್ಲಾಪುರ, ಶಂಕ್ರಪ್ಪ ಸಂಕಣ್ಣವರ, ಮಂಜುನಾಥ ಬೆಳ್ಳಿಗಟ್ಟಿ, ಯಲ್ಲಪ್ಪ ಕುರಿಯವರ, ಶಿವನಗೌಡ ಪಾಟೀಲ, ಪಂಚಾಕ್ಷರಿ ಹಿರೇಮಠ, ಮುತ್ತಣ್ಣ ಅಂಗಡಿ ಸೇರಿದಂತೆ ಸಮಾಜದ ಮುಖಂಡರು ಉಪಸ್ಥಿತರಿದ್ದರು. ಸಭೆಯಲ್ಲಿ ಎಲ್ಲರೂ ಒಗ್ಗಟ್ಟಿನಿಂದ ಸಮೀಕ್ಷೆಯನ್ನು ಯಶಸ್ವಿಗೊಳಿಸುವ ಸಂಕಲ್ಪ ಮಾಡಿದರು. bbox=[752, 111, 936, 188]
